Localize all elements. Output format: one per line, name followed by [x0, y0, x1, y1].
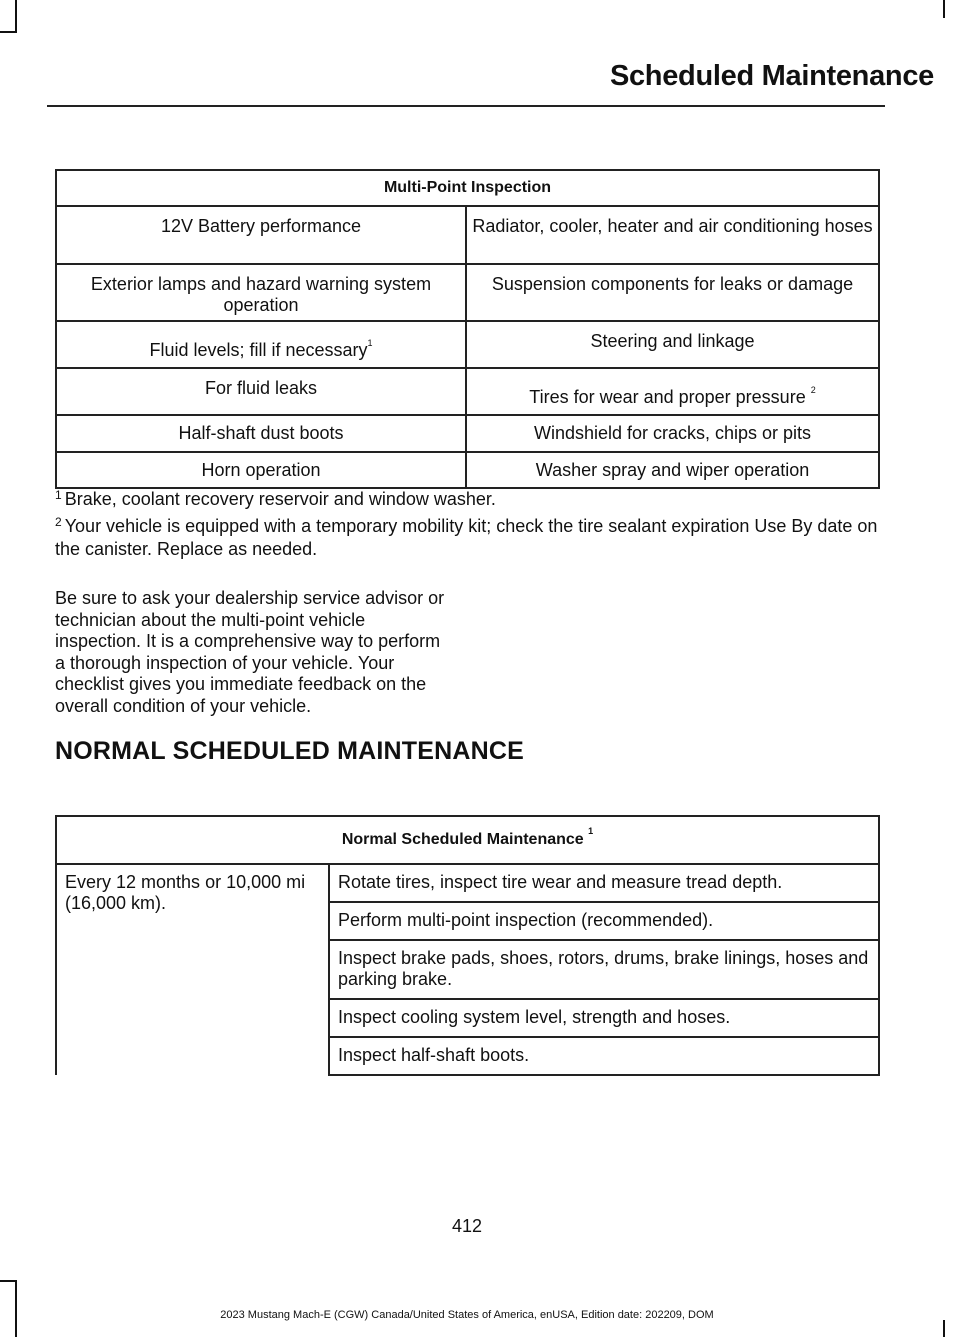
- task-cell: Inspect brake pads, shoes, rotors, drums, brake linings, hoses and parking brake.: [329, 940, 879, 999]
- task-cell: Inspect cooling system level, strength and hoses.: [329, 999, 879, 1037]
- table-cell: Horn operation: [56, 452, 466, 488]
- page-footer: 2023 Mustang Mach-E (CGW) Canada/United States of America, enUSA, Edition date: 202209, DOM: [220, 1309, 714, 1321]
- crop-mark: [943, 1320, 945, 1337]
- crop-mark: [0, 1280, 17, 1282]
- section-heading: NORMAL SCHEDULED MAINTENANCE: [55, 737, 525, 765]
- footnote-marker: 2: [810, 385, 816, 395]
- footnote-marker: 1: [588, 826, 594, 836]
- page-number: 412: [451, 1216, 483, 1236]
- table-cell: Fluid levels; fill if necessary$^1$: [56, 321, 466, 368]
- table-cell: Radiator, cooler, heater and air conditioning hoses: [466, 206, 879, 264]
- page-title: Scheduled Maintenance: [609, 60, 934, 92]
- footnote: $^2$ Your vehicle is equipped with a temporary mobility kit; check the tire sealant expiration Use By date on the canister. Replace as needed.: [55, 515, 878, 559]
- multi-point-inspection-table: [55, 169, 880, 489]
- table-cell: For fluid leaks: [56, 368, 466, 415]
- task-cell: Rotate tires, inspect tire wear and measure tread depth.: [329, 864, 879, 902]
- body-paragraph: Be sure to ask your dealership service advisor or technician about the multi-point vehicle inspection. It is a comprehensive way to perform a thorough inspection of your vehicle. Your checklist gives you immediate feedback on the overall condition of your vehicle.: [55, 588, 445, 716]
- crop-mark: [15, 0, 17, 33]
- table-cell: Exterior lamps and hazard warning system operation: [56, 264, 466, 321]
- footnotes: [55, 488, 885, 565]
- table-caption: Multi-Point Inspection: [56, 170, 879, 206]
- table-cell: Washer spray and wiper operation: [466, 452, 879, 488]
- table-cell: Windshield for cracks, chips or pits: [466, 415, 879, 452]
- footnote: $^1$ Brake, coolant recovery reservoir and window washer.: [55, 488, 496, 509]
- table-caption: Normal Scheduled Maintenance $^1$: [56, 816, 879, 864]
- normal-scheduled-maintenance-table: [55, 815, 880, 1076]
- table-cell: Suspension components for leaks or damage: [466, 264, 879, 321]
- crop-mark: [0, 31, 17, 33]
- table-cell: 12V Battery performance: [56, 206, 466, 264]
- task-cell: Inspect half-shaft boots.: [329, 1037, 879, 1075]
- title-divider: [47, 105, 885, 107]
- task-cell: Perform multi-point inspection (recommended).: [329, 902, 879, 940]
- crop-mark: [943, 0, 945, 18]
- table-cell: Half-shaft dust boots: [56, 415, 466, 452]
- table-cell: Steering and linkage: [466, 321, 879, 368]
- table-cell: Tires for wear and proper pressure $^2$: [466, 368, 879, 415]
- interval-cell: Every 12 months or 10,000 mi (16,000 km).: [56, 864, 329, 1075]
- footnote-marker: 1: [367, 338, 373, 348]
